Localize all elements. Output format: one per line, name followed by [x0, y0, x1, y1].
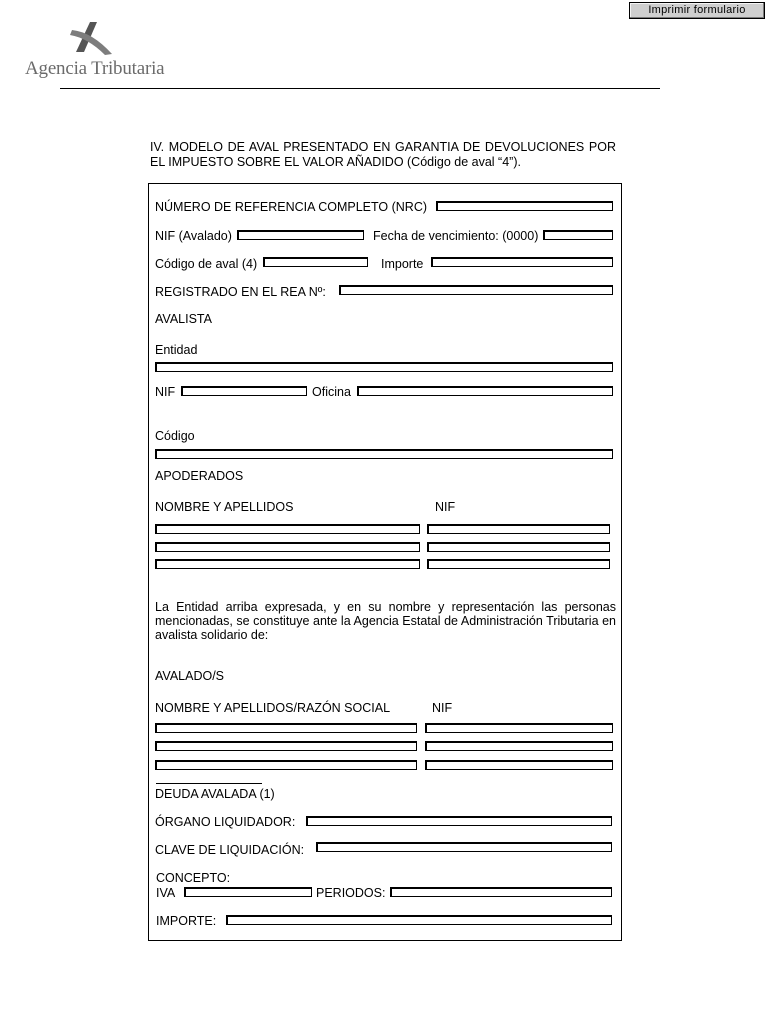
fecha-vencimiento-label: Fecha de vencimiento: (0000): [373, 229, 539, 243]
apoderado-1-nif-field[interactable]: [427, 524, 610, 534]
apoderados-nombre-header: NOMBRE Y APELLIDOS: [155, 500, 294, 514]
avalado-3-nif-field[interactable]: [425, 760, 613, 770]
avalista-heading: AVALISTA: [155, 312, 212, 326]
agencia-tributaria-logo-icon: [70, 22, 116, 56]
rea-field[interactable]: [339, 285, 613, 295]
periodos-field[interactable]: [390, 887, 612, 897]
iva-field[interactable]: [184, 887, 312, 897]
avalados-nif-header: NIF: [432, 701, 453, 715]
brand-name: Agencia Tributaria: [25, 58, 165, 79]
importe-final-label: IMPORTE:: [156, 914, 217, 928]
nif-avalado-field[interactable]: [237, 230, 364, 240]
importe-final-field[interactable]: [226, 915, 612, 925]
entidad-label: Entidad: [155, 343, 198, 357]
organo-liquidador-field[interactable]: [306, 816, 612, 826]
nrc-label: NÚMERO DE REFERENCIA COMPLETO (NRC): [155, 200, 428, 214]
fecha-vencimiento-field[interactable]: [543, 230, 613, 240]
nif-avalado-label: NIF (Avalado): [155, 229, 232, 243]
form-title: IV. MODELO DE AVAL PRESENTADO EN GARANTIA DE DEVOLUCIONES POR EL IMPUESTO SOBRE EL VALOR AÑADIDO (Código de aval “4”).: [150, 140, 616, 169]
apoderado-1-nombre-field[interactable]: [155, 524, 420, 534]
clave-liquidacion-field[interactable]: [316, 842, 612, 852]
apoderado-2-nombre-field[interactable]: [155, 542, 420, 552]
importe-field[interactable]: [431, 257, 613, 267]
codigo-label: Código: [155, 429, 195, 443]
clave-liquidacion-label: CLAVE DE LIQUIDACIÓN:: [155, 843, 305, 857]
avalado-1-nombre-field[interactable]: [155, 723, 417, 733]
deuda-avalada-heading: DEUDA AVALADA (1): [155, 787, 275, 801]
avalados-razon-social-header: NOMBRE Y APELLIDOS/RAZÓN SOCIAL: [155, 701, 391, 715]
avalista-nif-field[interactable]: [181, 386, 307, 396]
apoderado-2-nif-field[interactable]: [427, 542, 610, 552]
codigo-aval-field[interactable]: [263, 257, 368, 267]
apoderados-nif-header: NIF: [435, 500, 456, 514]
oficina-label: Oficina: [312, 385, 351, 399]
avalado-1-nif-field[interactable]: [425, 723, 613, 733]
avalado-2-nif-field[interactable]: [425, 741, 613, 751]
entidad-field[interactable]: [155, 362, 613, 372]
importe-label: Importe: [381, 257, 424, 271]
apoderados-heading: APODERADOS: [155, 469, 244, 483]
avalados-heading: AVALADO/S: [155, 669, 225, 683]
header-divider: [60, 88, 660, 89]
deuda-divider: [156, 783, 262, 784]
nrc-field[interactable]: [436, 201, 613, 211]
avalado-3-nombre-field[interactable]: [155, 760, 417, 770]
iva-label: IVA: [156, 886, 176, 900]
codigo-aval-label: Código de aval (4): [155, 257, 258, 271]
avalista-nif-label: NIF: [155, 385, 176, 399]
periodos-label: PERIODOS:: [316, 886, 386, 900]
declaration-paragraph: La Entidad arriba expresada, y en su nombre y representación las personas mencionadas, se constituye ante la Agencia Estatal de Administración Tributaria en avalista solidario de:: [155, 600, 616, 642]
apoderado-3-nombre-field[interactable]: [155, 559, 420, 569]
concepto-label: CONCEPTO:: [156, 871, 231, 885]
oficina-field[interactable]: [357, 386, 613, 396]
apoderado-3-nif-field[interactable]: [427, 559, 610, 569]
print-form-button[interactable]: Imprimir formulario: [629, 2, 765, 19]
avalado-2-nombre-field[interactable]: [155, 741, 417, 751]
codigo-field[interactable]: [155, 449, 613, 459]
rea-label: REGISTRADO EN EL REA Nº:: [155, 285, 326, 299]
organo-liquidador-label: ÓRGANO LIQUIDADOR:: [155, 815, 296, 829]
